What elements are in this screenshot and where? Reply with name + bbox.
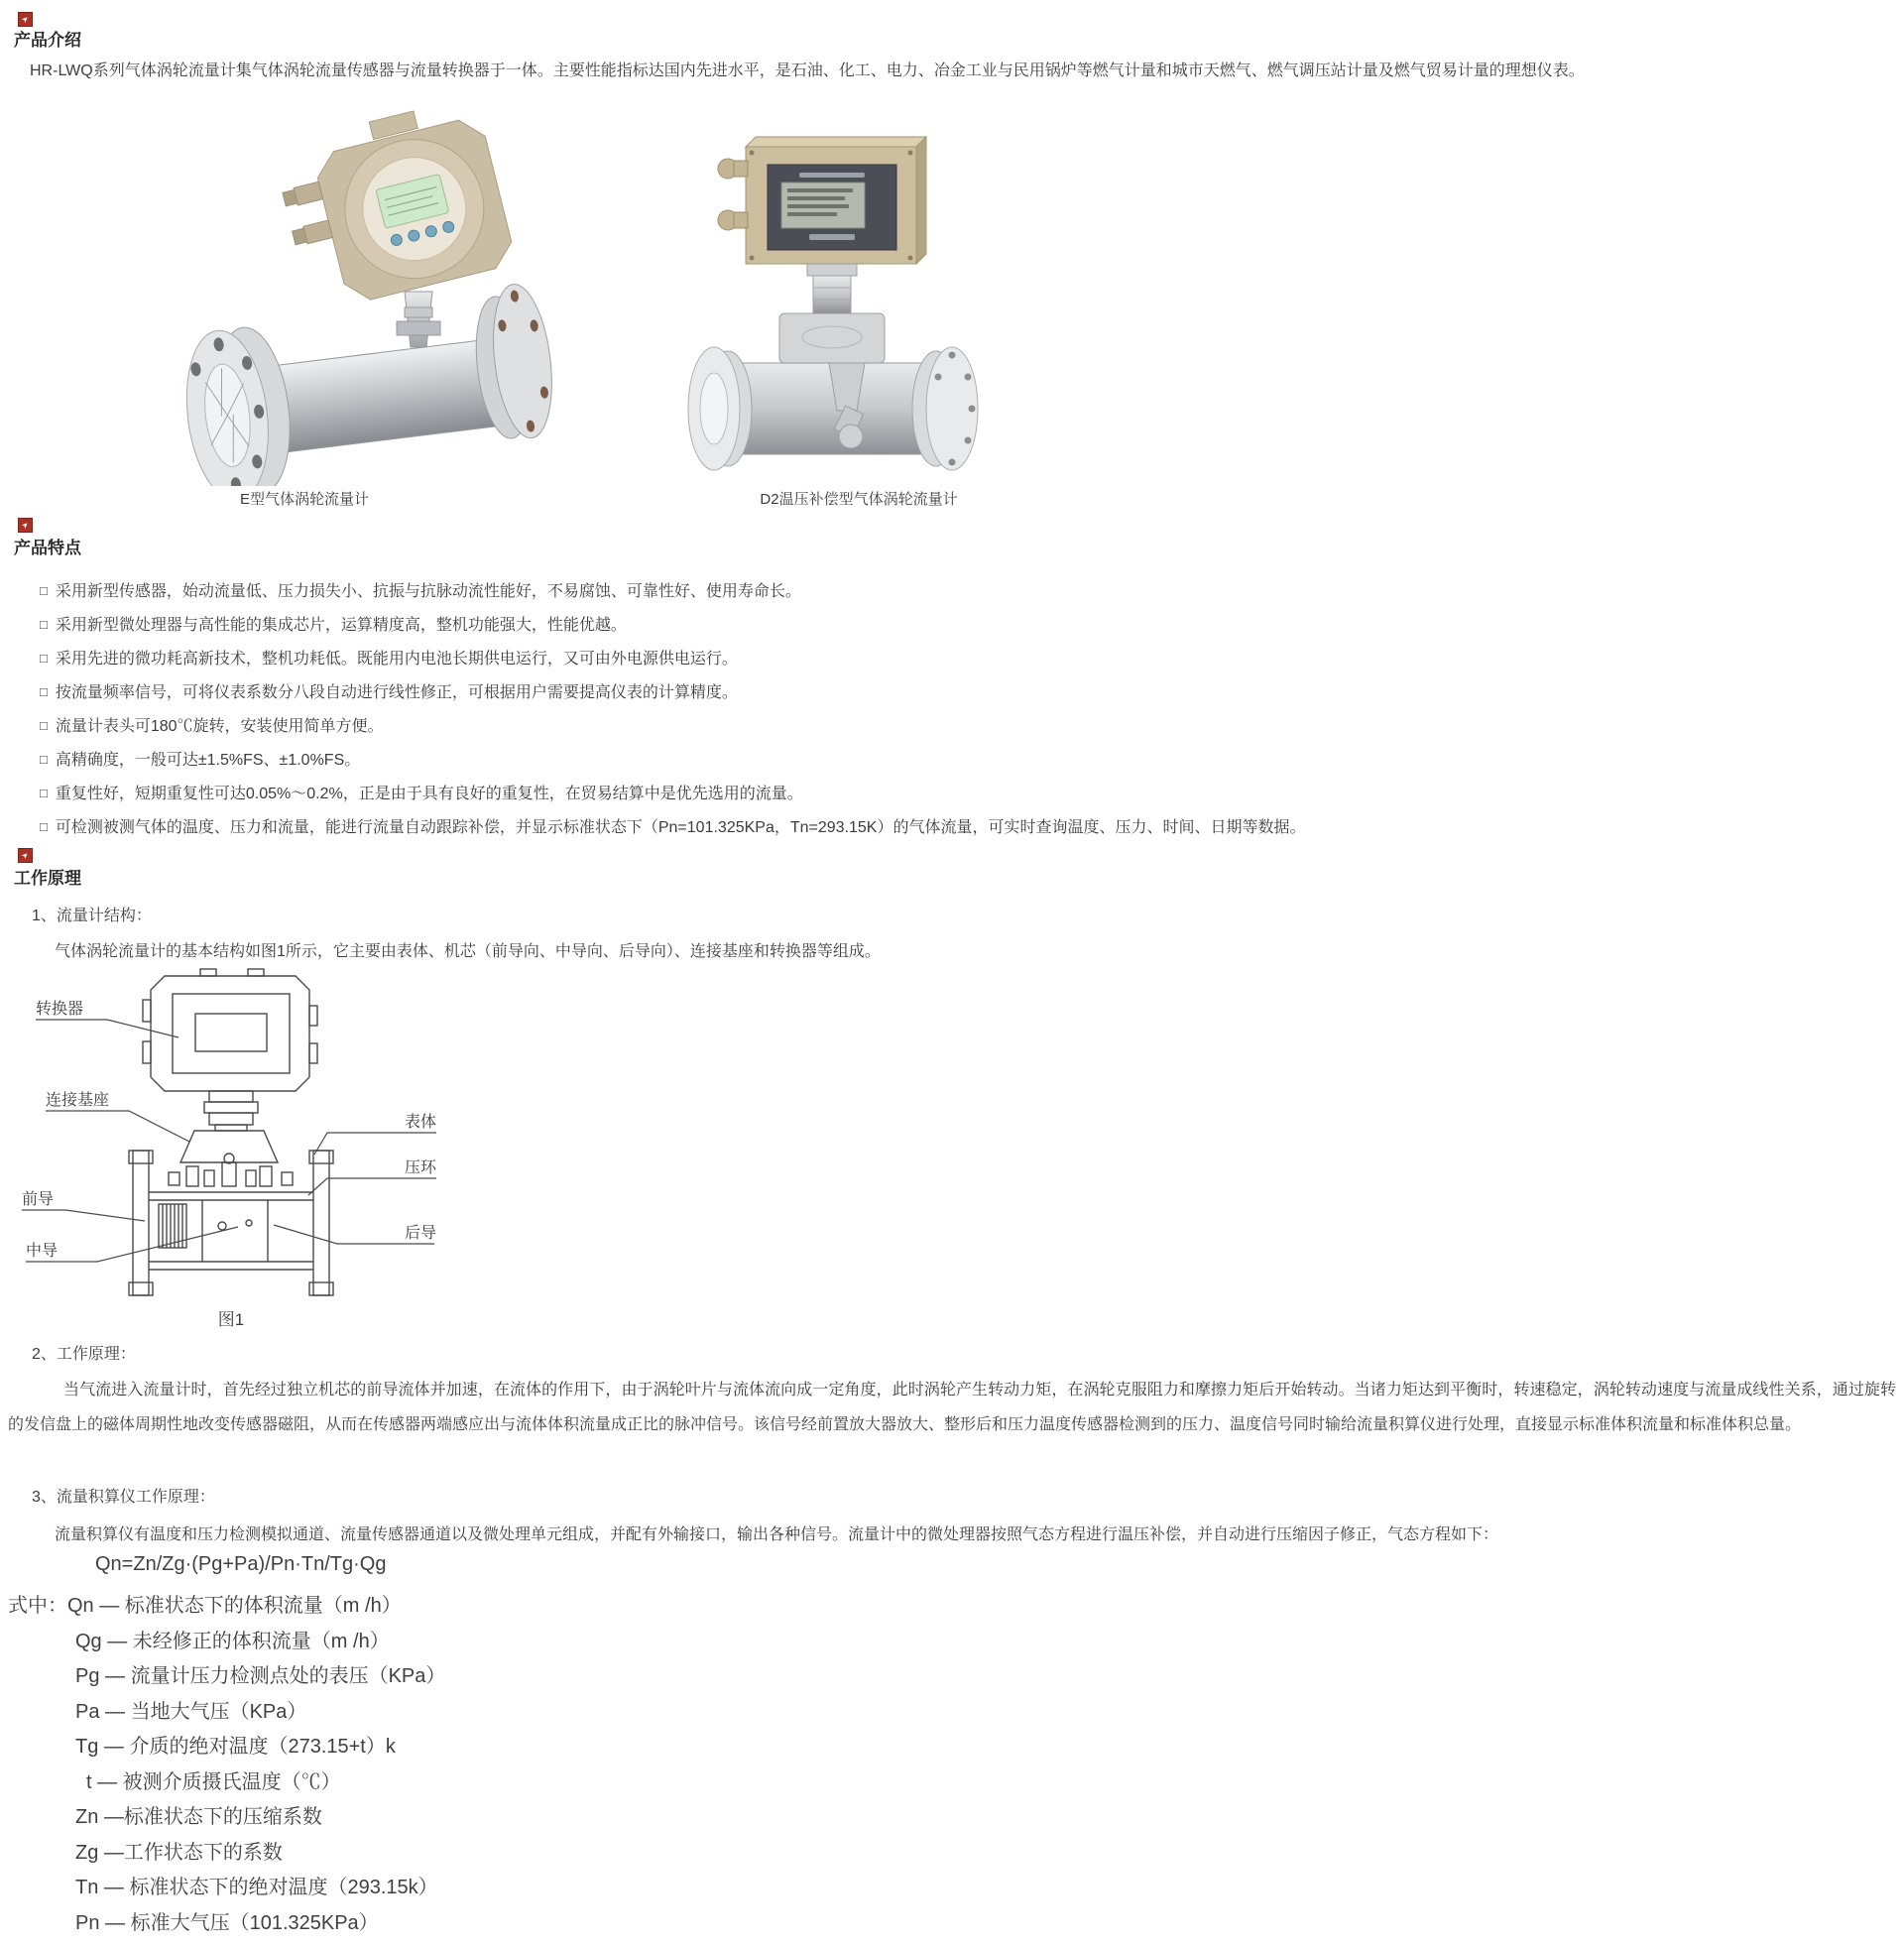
feature-item: □ 采用新型传感器，始动流量低、压力损失小、抗振与抗脉动流性能好，不易腐蚀、可靠性好、使用寿命长。 (40, 583, 801, 600)
feature-item: □ 可检测被测气体的温度、压力和流量，能进行流量自动跟踪补偿，并显示标准状态下（Pn=101.325KPa，Tn=293.15K）的气体流量，可实时查询温度、压力、时间、日期等数据。 (40, 819, 1306, 836)
feature-item: □ 流量计表头可180℃旋转，安装使用简单方便。 (40, 718, 384, 735)
diagram-label-body: 表体 (404, 1114, 436, 1131)
section-marker-icon: ➤ (19, 849, 32, 862)
diagram-label-rear-guide: 后导 (404, 1225, 436, 1242)
diagram-label-converter: 转换器 (36, 1001, 84, 1018)
formula-variable: 式中：Qn — 标准状态下的体积流量（m /h） (8, 1595, 402, 1617)
feature-item: □ 采用先进的微功耗高新技术，整机功耗低。既能用内电池长期供电运行，又可由外电源供电运行。 (40, 651, 738, 668)
formula-variable: Qg — 未经修正的体积流量（m /h） (75, 1630, 390, 1652)
formula-variable: Pg — 流量计压力检测点处的表压（KPa） (75, 1665, 446, 1687)
feature-item: □ 高精确度，一般可达±1.5%FS、±1.0%FS。 (40, 752, 361, 769)
section-marker-icon: ➤ (19, 519, 32, 532)
formula-variable: t — 被测介质摄氏温度（℃） (86, 1770, 341, 1793)
structure-heading: 1、流量计结构： (32, 908, 152, 924)
structure-diagram (8, 966, 454, 1303)
feature-item: □ 采用新型微处理器与高性能的集成芯片，运算精度高，整机功能强大，性能优越。 (40, 617, 627, 634)
diagram-label-base: 连接基座 (46, 1092, 110, 1109)
section-title-principle: 工作原理 (14, 869, 81, 888)
feature-item: □ 按流量频率信号，可将仪表系数分八段自动进行线性修正，可根据用户需要提高仪表的计算精度。 (40, 684, 738, 701)
formula-variable: Tg — 介质的绝对温度（273.15+t）k (75, 1736, 396, 1758)
gas-equation: Qn=Zn/Zg·(Pg+Pa)/Pn·Tn/Tg·Qg (95, 1553, 387, 1575)
formula-variables (8, 1589, 445, 1941)
figure-caption: 图1 (217, 1310, 245, 1329)
formula-variable: Zn —标准状态下的压缩系数 (75, 1806, 322, 1828)
product-photo-e-type (141, 97, 577, 486)
feature-list (40, 575, 1305, 845)
diagram-label-front-guide: 前导 (22, 1191, 55, 1208)
photo-caption-d2-type: D2温压补偿型气体涡轮流量计 (760, 491, 958, 508)
formula-variable: Tn — 标准状态下的绝对温度（293.15k） (75, 1877, 438, 1898)
working-heading: 2、工作原理： (32, 1346, 136, 1363)
section-marker-icon: ➤ (19, 13, 32, 26)
formula-variable: Pn — 标准大气压（101.325KPa） (75, 1911, 379, 1934)
totalizer-heading: 3、流量积算仪工作原理： (32, 1489, 215, 1506)
photo-caption-e-type: E型气体涡轮流量计 (239, 491, 369, 508)
structure-text: 气体涡轮流量计的基本结构如图1所示，它主要由表体、机芯（前导向、中导向、后导向）、连接基座和转换器等组成。 (55, 943, 881, 960)
section-title-intro: 产品介绍 (14, 31, 81, 50)
formula-variable: Pa — 当地大气压（KPa） (75, 1700, 307, 1723)
intro-paragraph: HR-LWQ系列气体涡轮流量计集气体涡轮流量传感器与流量转换器于一体。主要性能指标达国内先进水平，是石油、化工、电力、冶金工业与民用锅炉等燃气计量和城市天燃气、燃气调压站计量及燃气贸易计量的理想仪表。 (30, 62, 1585, 79)
formula-variable: Zg —工作状态下的系数 (75, 1841, 283, 1864)
totalizer-text: 流量积算仪有温度和压力检测模拟通道、流量传感器通道以及微处理单元组成，并配有外输接口，输出各种信号。流量计中的微处理器按照气态方程进行温压补偿，并自动进行压缩因子修正，气态方程如下： (55, 1526, 1499, 1543)
diagram-label-mid-guide: 中导 (26, 1243, 59, 1260)
diagram-label-ring: 压环 (404, 1159, 436, 1176)
feature-item: □ 重复性好，短期重复性可达0.05%～0.2%，正是由于具有良好的重复性，在贸易结算中是优先选用的流量。 (40, 786, 803, 802)
section-title-features: 产品特点 (14, 539, 81, 557)
working-paragraph: 当气流进入流量计时，首先经过独立机芯的前导流体并加速，在流体的作用下，由于涡轮叶片与流体流向成一定角度，此时涡轮产生转动力矩，在涡轮克服阻力和摩擦力矩后开始转动。当诸力矩达到平衡时，转速稳定，涡轮转动速度与流量成线性关系，通过旋转的发信盘上的磁体周期性地改变传感器磁阻，从而在传感器两端感应出与流体体积流量成正比的脉冲信号。该信号经前置放大器放大、整形后和压力温度传感器检测到的压力、温度信号同时输给流量积算仪进行处理，直接显示标准体积流量和标准体积总量。 (8, 1382, 1896, 1433)
product-photo-d2-type (682, 117, 1024, 486)
